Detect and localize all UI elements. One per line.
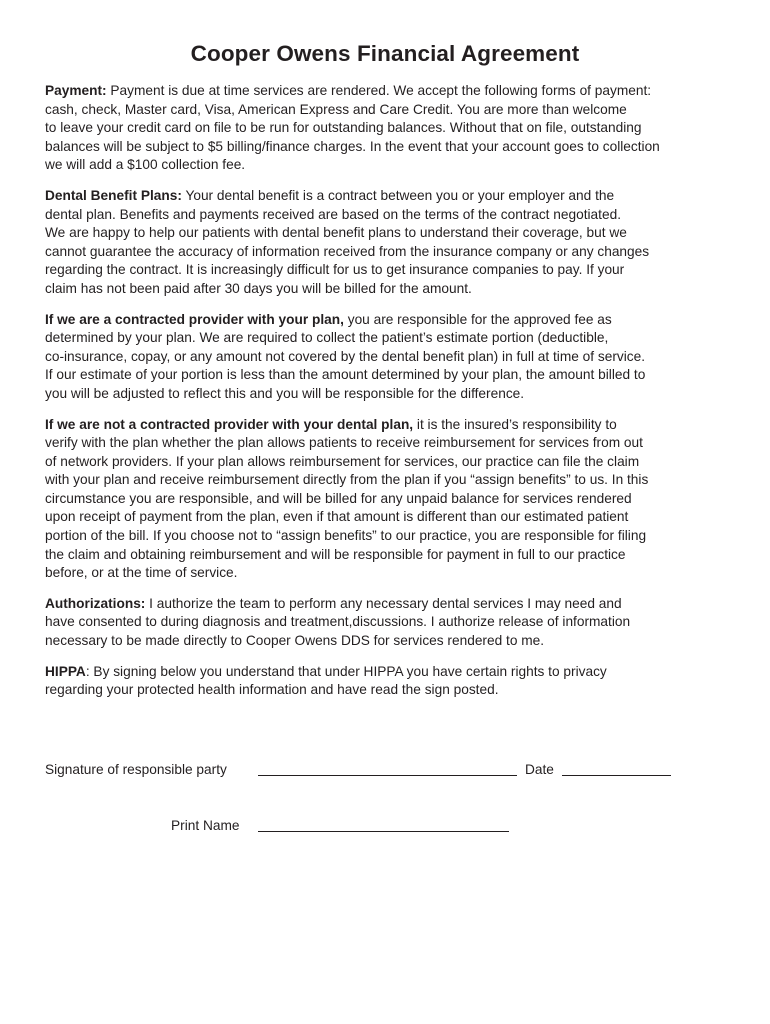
print-name-line[interactable] bbox=[258, 831, 509, 832]
date-line[interactable] bbox=[562, 775, 671, 776]
hippa-section bbox=[45, 663, 735, 700]
payment-line-2: cash, check, Master card, Visa, American Express and Care Credit. You are more than welcome bbox=[45, 101, 627, 117]
authorizations-heading: Authorizations: bbox=[45, 595, 146, 611]
payment-line-1: Payment: Payment is due at time services are rendered. We accept the following forms of payment: bbox=[45, 83, 652, 98]
contracted-line-5: you will be adjusted to reflect this and you will be responsible for the difference. bbox=[45, 385, 525, 401]
authorizations-line-3: necessary to be made directly to Cooper Owens DDS for services rendered to me. bbox=[45, 633, 545, 649]
signature-line[interactable] bbox=[258, 775, 517, 776]
payment-heading: Payment: bbox=[45, 83, 107, 98]
authorizations-line-2: have consented to during diagnosis and treatment,discussions. I authorize release of information bbox=[45, 614, 631, 630]
non-contracted-line-3: of network providers. If your plan allows reimbursement for services, our practice can file the claim bbox=[45, 453, 640, 469]
contracted-line-3: co-insurance, copay, or any amount not covered by the dental benefit plan) in full at time of service. bbox=[45, 348, 646, 364]
non-contracted-line-9: before, or at the time of service. bbox=[45, 565, 238, 581]
dental-benefit-line-5: regarding the contract. It is increasingly difficult for us to get insurance companies to pay. If your bbox=[45, 262, 625, 278]
hippa-heading: HIPPA bbox=[45, 663, 86, 679]
signature-label: Signature of responsible party bbox=[45, 762, 227, 777]
dental-benefit-line-2: dental plan. Benefits and payments received are based on the terms of the contract negotiated. bbox=[45, 206, 621, 222]
contracted-line-2: determined by your plan. We are required to collect the patient’s estimate portion (deductible, bbox=[45, 330, 609, 346]
print-name-label: Print Name bbox=[171, 818, 240, 833]
dental-benefit-heading: Dental Benefit Plans: bbox=[45, 187, 182, 203]
contracted-line-1: If we are a contracted provider with your plan, you are responsible for the approved fee as bbox=[45, 311, 612, 327]
dental-benefit-plans-section bbox=[45, 187, 735, 299]
hippa-line-1: HIPPA: By signing below you understand that under HIPPA you have certain rights to privacy bbox=[45, 663, 607, 679]
non-contracted-line-7: portion of the bill. If you choose not to “assign benefits” to our practice, you are responsible for filing bbox=[45, 528, 647, 544]
dental-benefit-line-6: claim has not been paid after 30 days you will be billed for the amount. bbox=[45, 280, 472, 296]
non-contracted-line-5: circumstance you are responsible, and will be billed for any unpaid balance for services rendered bbox=[45, 490, 632, 506]
non-contracted-line-8: the claim and obtaining reimbursement and will be responsible for payment in full to our practice bbox=[45, 546, 626, 562]
dental-benefit-line-3: We are happy to help our patients with dental benefit plans to understand their coverage, but we bbox=[45, 225, 627, 241]
dental-benefit-line-4: cannot guarantee the accuracy of information received from the insurance company or any changes bbox=[45, 243, 650, 259]
payment-section bbox=[45, 82, 735, 175]
payment-line-3: to leave your credit card on file to be run for outstanding balances. Without that on file, outstanding bbox=[45, 120, 642, 136]
non-contracted-line-4: with your plan and receive reimbursement directly from the plan if you “assign benefits” to us. In this bbox=[45, 472, 649, 488]
non-contracted-line-6: upon receipt of payment from the plan, even if that amount is different than our estimated patient bbox=[45, 509, 629, 525]
document-title: Cooper Owens Financial Agreement bbox=[190, 41, 580, 66]
dental-benefit-line-1: Dental Benefit Plans: Your dental benefit is a contract between you or your employer and the bbox=[45, 187, 615, 203]
payment-line-5: we will add a $100 collection fee. bbox=[45, 157, 246, 173]
non-contracted-line-2: verify with the plan whether the plan allows patients to receive reimbursement for services from out bbox=[45, 435, 643, 451]
contracted-provider-heading: If we are a contracted provider with your plan, bbox=[45, 311, 344, 327]
date-label: Date bbox=[525, 762, 554, 777]
authorizations-section bbox=[45, 595, 735, 651]
authorizations-line-1: Authorizations: I authorize the team to perform any necessary dental services I may need and bbox=[45, 595, 622, 611]
hippa-line-2: regarding your protected health information and have read the sign posted. bbox=[45, 682, 499, 698]
agreement-body bbox=[45, 82, 735, 712]
non-contracted-provider-heading: If we are not a contracted provider with your dental plan, bbox=[45, 416, 414, 432]
non-contracted-provider-section bbox=[45, 416, 735, 583]
payment-line-4: balances will be subject to $5 billing/finance charges. In the event that your account goes to collection bbox=[45, 138, 660, 154]
contracted-line-4: If our estimate of your portion is less than the amount determined by your plan, the amount billed to bbox=[45, 367, 646, 383]
non-contracted-line-1: If we are not a contracted provider with your dental plan, it is the insured’s responsibility to bbox=[45, 416, 617, 432]
contracted-provider-section bbox=[45, 311, 735, 404]
